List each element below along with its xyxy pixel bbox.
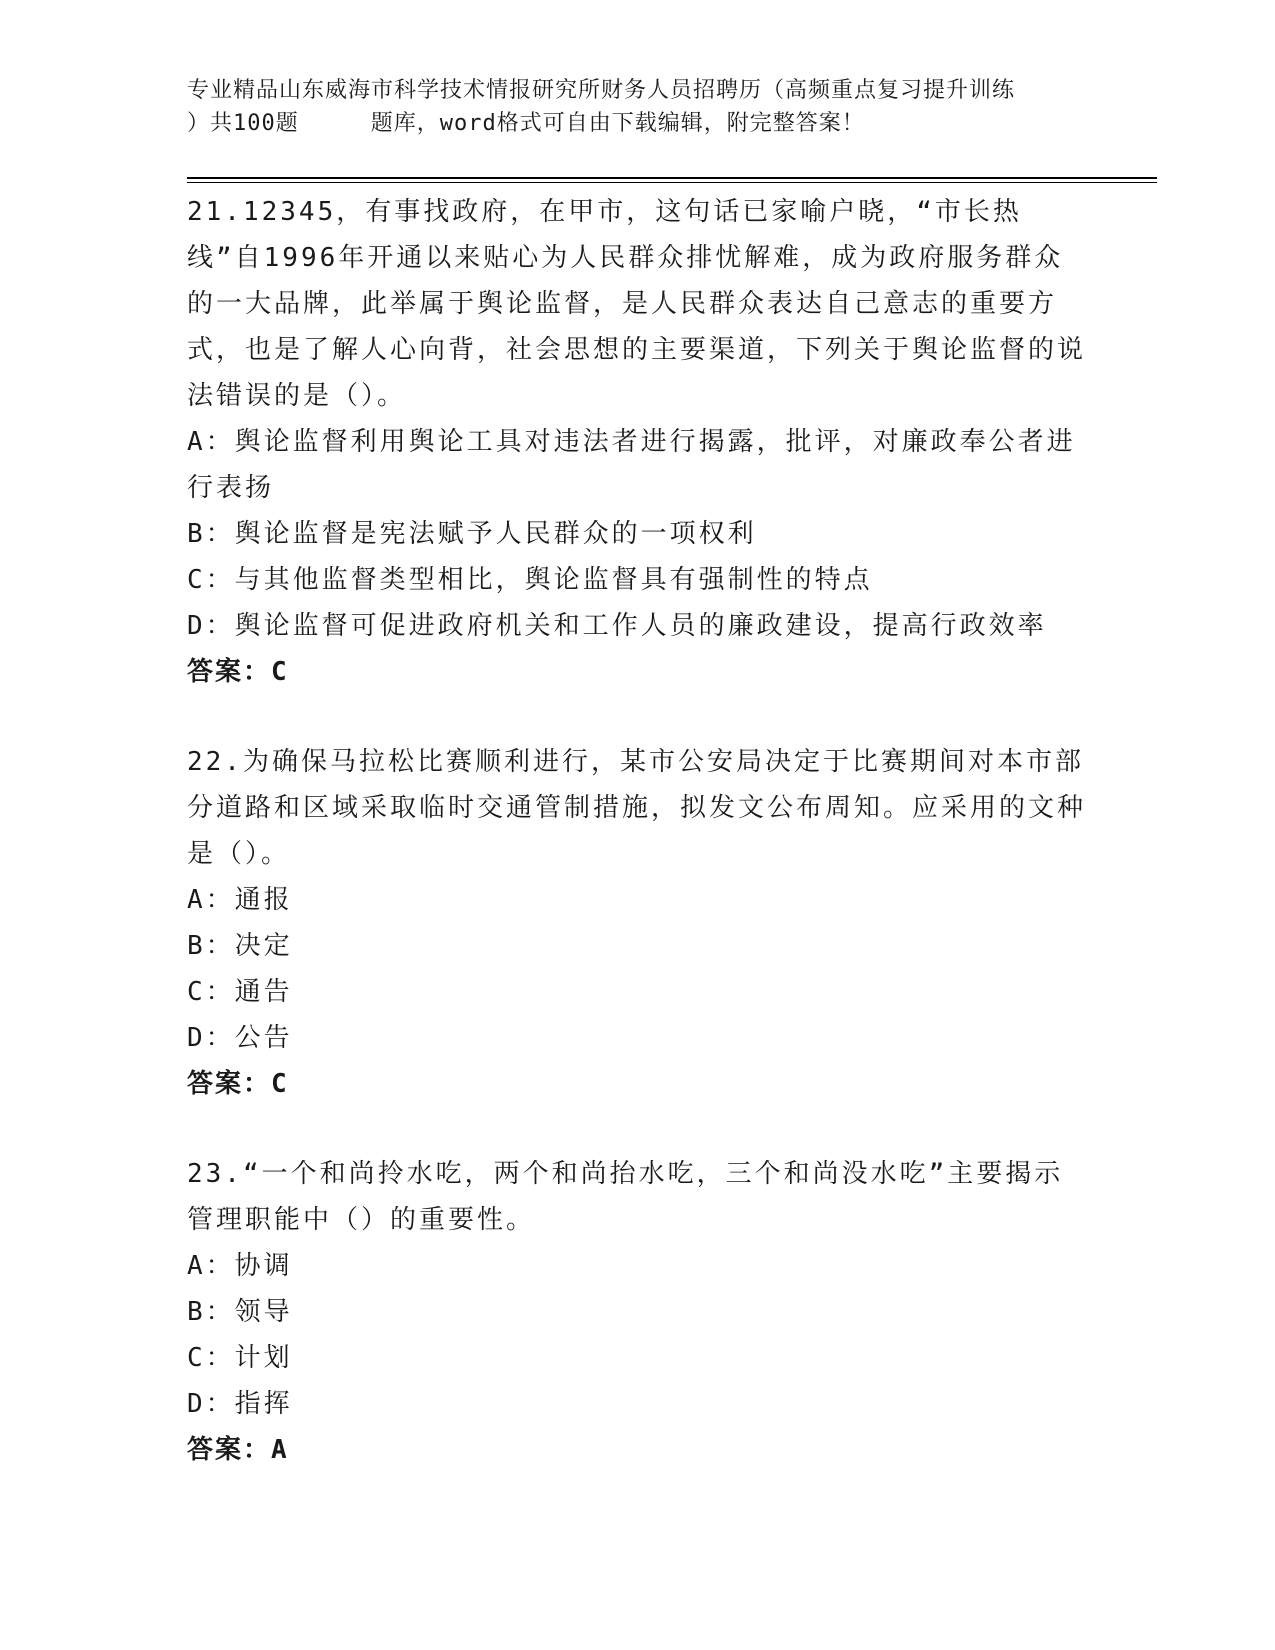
option-d: D：指挥 [187, 1389, 293, 1419]
header-divider-thick [187, 177, 1157, 179]
question-text: 22.为确保马拉松比赛顺利进行，某市公安局决定于比赛期间对本市部分道路和区域采取临时交通管制措施，拟发文公布周知。应采用的文种是（）。 [187, 747, 1087, 869]
answer: 答案：C [187, 1069, 289, 1099]
option-b: B：领导 [187, 1297, 293, 1327]
header-line-2 [187, 107, 1087, 140]
header-line-2-part-a: ）共100题 [187, 111, 299, 136]
header-line-2-part-b: 题库，word格式可自由下载编辑，附完整答案！ [370, 111, 865, 136]
option-b: B：舆论监督是宪法赋予人民群众的一项权利 [187, 519, 757, 549]
document-header [187, 74, 1087, 140]
question-21 [187, 189, 1087, 695]
option-b: B：决定 [187, 931, 293, 961]
option-a: A：协调 [187, 1251, 293, 1281]
option-a: A：通报 [187, 885, 293, 915]
option-a: A：舆论监督利用舆论工具对违法者进行揭露，批评，对廉政奉公者进行表扬 [187, 427, 1076, 503]
answer: 答案：C [187, 657, 289, 687]
question-list [187, 189, 1087, 1473]
option-d: D：公告 [187, 1023, 293, 1053]
question-text: 21.12345，有事找政府，在甲市，这句话已家喻户晓，“市长热线”自1996年开通以来贴心为人民群众排忧解难，成为政府服务群众的一大品牌，此举属于舆论监督，是人民群众表达自己意志的重要方式，也是了解人心向背，社会思想的主要渠道，下列关于舆论监督的说法错误的是（）。 [187, 197, 1087, 411]
option-c: C：计划 [187, 1343, 293, 1373]
question-23 [187, 1151, 1087, 1473]
header-divider-thin [187, 182, 1157, 183]
option-c: C：与其他监督类型相比，舆论监督具有强制性的特点 [187, 565, 873, 595]
question-22 [187, 739, 1087, 1107]
question-text: 23.“一个和尚拎水吃，两个和尚抬水吃，三个和尚没水吃”主要揭示管理职能中（）的重要性。 [187, 1159, 1064, 1235]
header-line-1: 专业精品山东威海市科学技术情报研究所财务人员招聘历（高频重点复习提升训练 [187, 78, 1016, 103]
option-d: D：舆论监督可促进政府机关和工作人员的廉政建设，提高行政效率 [187, 611, 1047, 641]
option-c: C：通告 [187, 977, 293, 1007]
answer: 答案：A [187, 1435, 289, 1465]
